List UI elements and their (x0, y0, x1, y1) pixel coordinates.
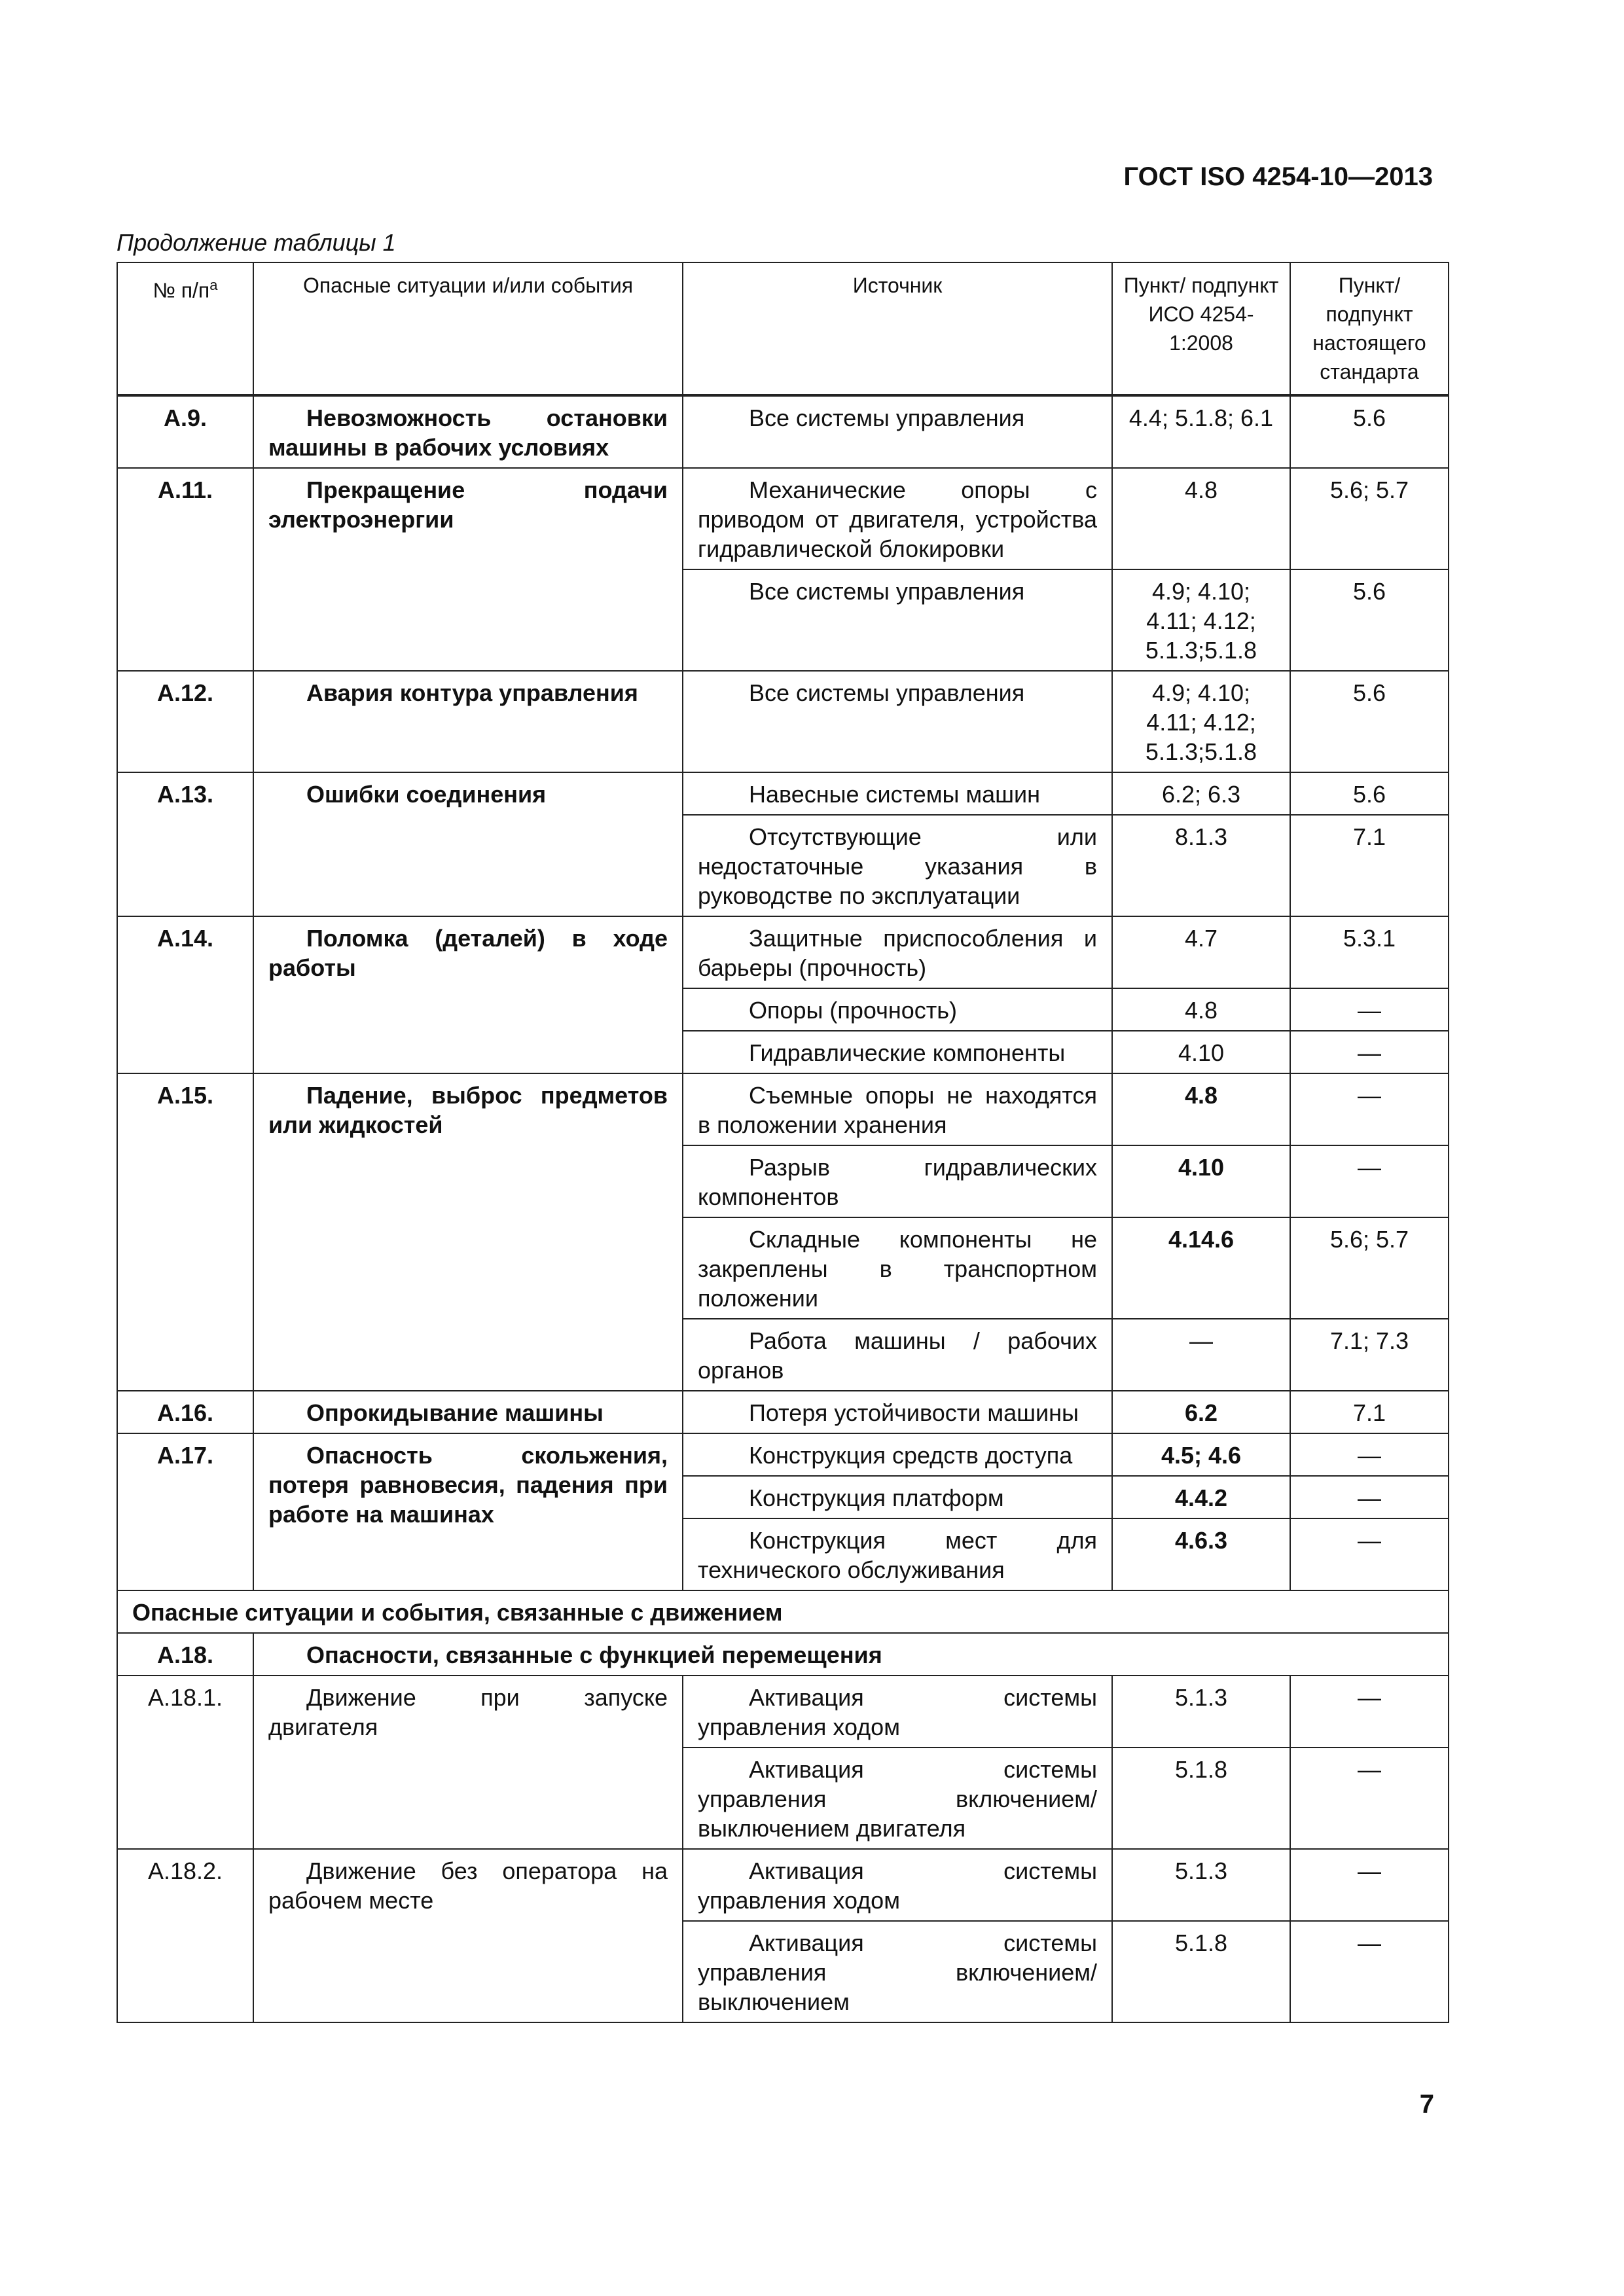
row-num: A.18.2. (117, 1849, 253, 2022)
row-iso-ref: 6.2 (1112, 1391, 1290, 1433)
hazard-table (117, 262, 1449, 2023)
row-std-ref: — (1290, 1145, 1449, 1217)
row-iso-ref: 4.5; 4.6 (1112, 1433, 1290, 1476)
header-iso-ref: Пункт/ подпункт ИСО 4254-1:2008 (1112, 262, 1290, 395)
table-row (117, 1073, 1449, 1145)
row-iso-ref: 4.14.6 (1112, 1217, 1290, 1319)
row-hazard: Прекращение подачи электроэнергии (253, 468, 683, 671)
row-hazard: Опасности, связанные с функцией перемещения (253, 1633, 1449, 1676)
row-source: Складные компоненты не закреплены в транспортном положении (683, 1217, 1112, 1319)
row-source: Конструкция мест для технического обслуживания (683, 1518, 1112, 1590)
row-hazard: Движение при запуске двигателя (253, 1676, 683, 1849)
row-hazard: Невозможность остановки машины в рабочих условиях (253, 395, 683, 468)
row-std-ref: — (1290, 1518, 1449, 1590)
row-std-ref: — (1290, 988, 1449, 1031)
row-hazard: Падение, выброс предметов или жидкостей (253, 1073, 683, 1391)
row-iso-ref: 4.8 (1112, 1073, 1290, 1145)
row-std-ref: 5.3.1 (1290, 916, 1449, 988)
row-hazard: Движение без оператора на рабочем месте (253, 1849, 683, 2022)
row-iso-ref: 4.4; 5.1.8; 6.1 (1112, 395, 1290, 468)
row-std-ref: — (1290, 1476, 1449, 1518)
table-row (117, 395, 1449, 468)
row-source: Опоры (прочность) (683, 988, 1112, 1031)
row-source: Навесные системы машин (683, 772, 1112, 815)
row-iso-ref: 4.10 (1112, 1031, 1290, 1073)
header-std-ref: Пункт/ подпункт настоящего стандарта (1290, 262, 1449, 395)
section-row (117, 1590, 1449, 1633)
row-std-ref: — (1290, 1921, 1449, 2022)
table-row (117, 671, 1449, 772)
row-iso-ref: 4.9; 4.10; 4.11; 4.12; 5.1.3;5.1.8 (1112, 671, 1290, 772)
row-source: Защитные приспособления и барьеры (прочность) (683, 916, 1112, 988)
table-row (117, 1391, 1449, 1433)
header-source: Источник (683, 262, 1112, 395)
table-row (117, 1849, 1449, 1921)
row-hazard: Опасность скольжения, потеря равновесия, падения при работе на машинах (253, 1433, 683, 1590)
row-std-ref: 5.6 (1290, 671, 1449, 772)
row-std-ref: 5.6 (1290, 569, 1449, 671)
row-num: A.17. (117, 1433, 253, 1590)
page-number: 7 (1419, 2090, 1434, 2119)
row-source: Гидравлические компоненты (683, 1031, 1112, 1073)
row-std-ref: 5.6; 5.7 (1290, 1217, 1449, 1319)
row-source: Работа машины / рабочих органов (683, 1319, 1112, 1391)
row-hazard: Ошибки соединения (253, 772, 683, 916)
row-source: Активация системы управления включением/выключением (683, 1921, 1112, 2022)
row-std-ref: 5.6 (1290, 395, 1449, 468)
row-std-ref: — (1290, 1676, 1449, 1748)
row-source: Активация системы управления ходом (683, 1849, 1112, 1921)
row-std-ref: — (1290, 1849, 1449, 1921)
row-iso-ref: 5.1.8 (1112, 1921, 1290, 2022)
row-hazard: Авария контура управления (253, 671, 683, 772)
row-num: A.9. (117, 395, 253, 468)
row-iso-ref: 4.9; 4.10; 4.11; 4.12; 5.1.3;5.1.8 (1112, 569, 1290, 671)
row-iso-ref: 5.1.3 (1112, 1676, 1290, 1748)
row-source: Конструкция платформ (683, 1476, 1112, 1518)
row-source: Активация системы управления ходом (683, 1676, 1112, 1748)
row-std-ref: 7.1 (1290, 1391, 1449, 1433)
table-row (117, 1676, 1449, 1748)
row-std-ref: 5.6 (1290, 772, 1449, 815)
row-iso-ref: 4.10 (1112, 1145, 1290, 1217)
header-num: № $п/п^а$ (117, 262, 253, 395)
row-iso-ref: 6.2; 6.3 (1112, 772, 1290, 815)
row-num: A.13. (117, 772, 253, 916)
section-title: Опасные ситуации и события, связанные с движением (117, 1590, 1449, 1633)
table-row (117, 468, 1449, 569)
row-std-ref: 5.6; 5.7 (1290, 468, 1449, 569)
row-num: A.16. (117, 1391, 253, 1433)
row-iso-ref: 4.8 (1112, 468, 1290, 569)
row-iso-ref: 4.7 (1112, 916, 1290, 988)
row-source: Все системы управления (683, 569, 1112, 671)
row-source: Механические опоры с приводом от двигателя, устройства гидравлической блокировки (683, 468, 1112, 569)
row-iso-ref: 5.1.8 (1112, 1748, 1290, 1849)
row-std-ref: — (1290, 1433, 1449, 1476)
table-row (117, 1433, 1449, 1476)
table-row (117, 1633, 1449, 1676)
row-num: A.18.1. (117, 1676, 253, 1849)
row-source: Конструкция средств доступа (683, 1433, 1112, 1476)
row-std-ref: 7.1; 7.3 (1290, 1319, 1449, 1391)
row-num: A.11. (117, 468, 253, 671)
table-caption: Продолжение таблицы 1 (117, 229, 396, 256)
row-num: A.18. (117, 1633, 253, 1676)
table-row (117, 916, 1449, 988)
row-iso-ref: 4.8 (1112, 988, 1290, 1031)
table-row (117, 772, 1449, 815)
table-header-row (117, 262, 1449, 395)
row-hazard: Опрокидывание машины (253, 1391, 683, 1433)
row-std-ref: — (1290, 1031, 1449, 1073)
row-iso-ref: — (1112, 1319, 1290, 1391)
row-source: Отсутствующие или недостаточные указания в руководстве по эксплуатации (683, 815, 1112, 916)
row-num: A.12. (117, 671, 253, 772)
row-source: Все системы управления (683, 671, 1112, 772)
row-iso-ref: 5.1.3 (1112, 1849, 1290, 1921)
row-source: Разрыв гидравлических компонентов (683, 1145, 1112, 1217)
row-num: A.15. (117, 1073, 253, 1391)
row-source: Потеря устойчивости машины (683, 1391, 1112, 1433)
row-std-ref: 7.1 (1290, 815, 1449, 916)
document-code: ГОСТ ISO 4254-10—2013 (1123, 162, 1433, 191)
row-source: Активация системы управления включением/выключением двигателя (683, 1748, 1112, 1849)
row-source: Съемные опоры не находятся в положении хранения (683, 1073, 1112, 1145)
row-iso-ref: 8.1.3 (1112, 815, 1290, 916)
row-iso-ref: 4.6.3 (1112, 1518, 1290, 1590)
row-std-ref: — (1290, 1073, 1449, 1145)
row-iso-ref: 4.4.2 (1112, 1476, 1290, 1518)
header-hazard: Опасные ситуации и/или события (253, 262, 683, 395)
row-source: Все системы управления (683, 395, 1112, 468)
row-num: A.14. (117, 916, 253, 1073)
row-std-ref: — (1290, 1748, 1449, 1849)
row-hazard: Поломка (деталей) в ходе работы (253, 916, 683, 1073)
